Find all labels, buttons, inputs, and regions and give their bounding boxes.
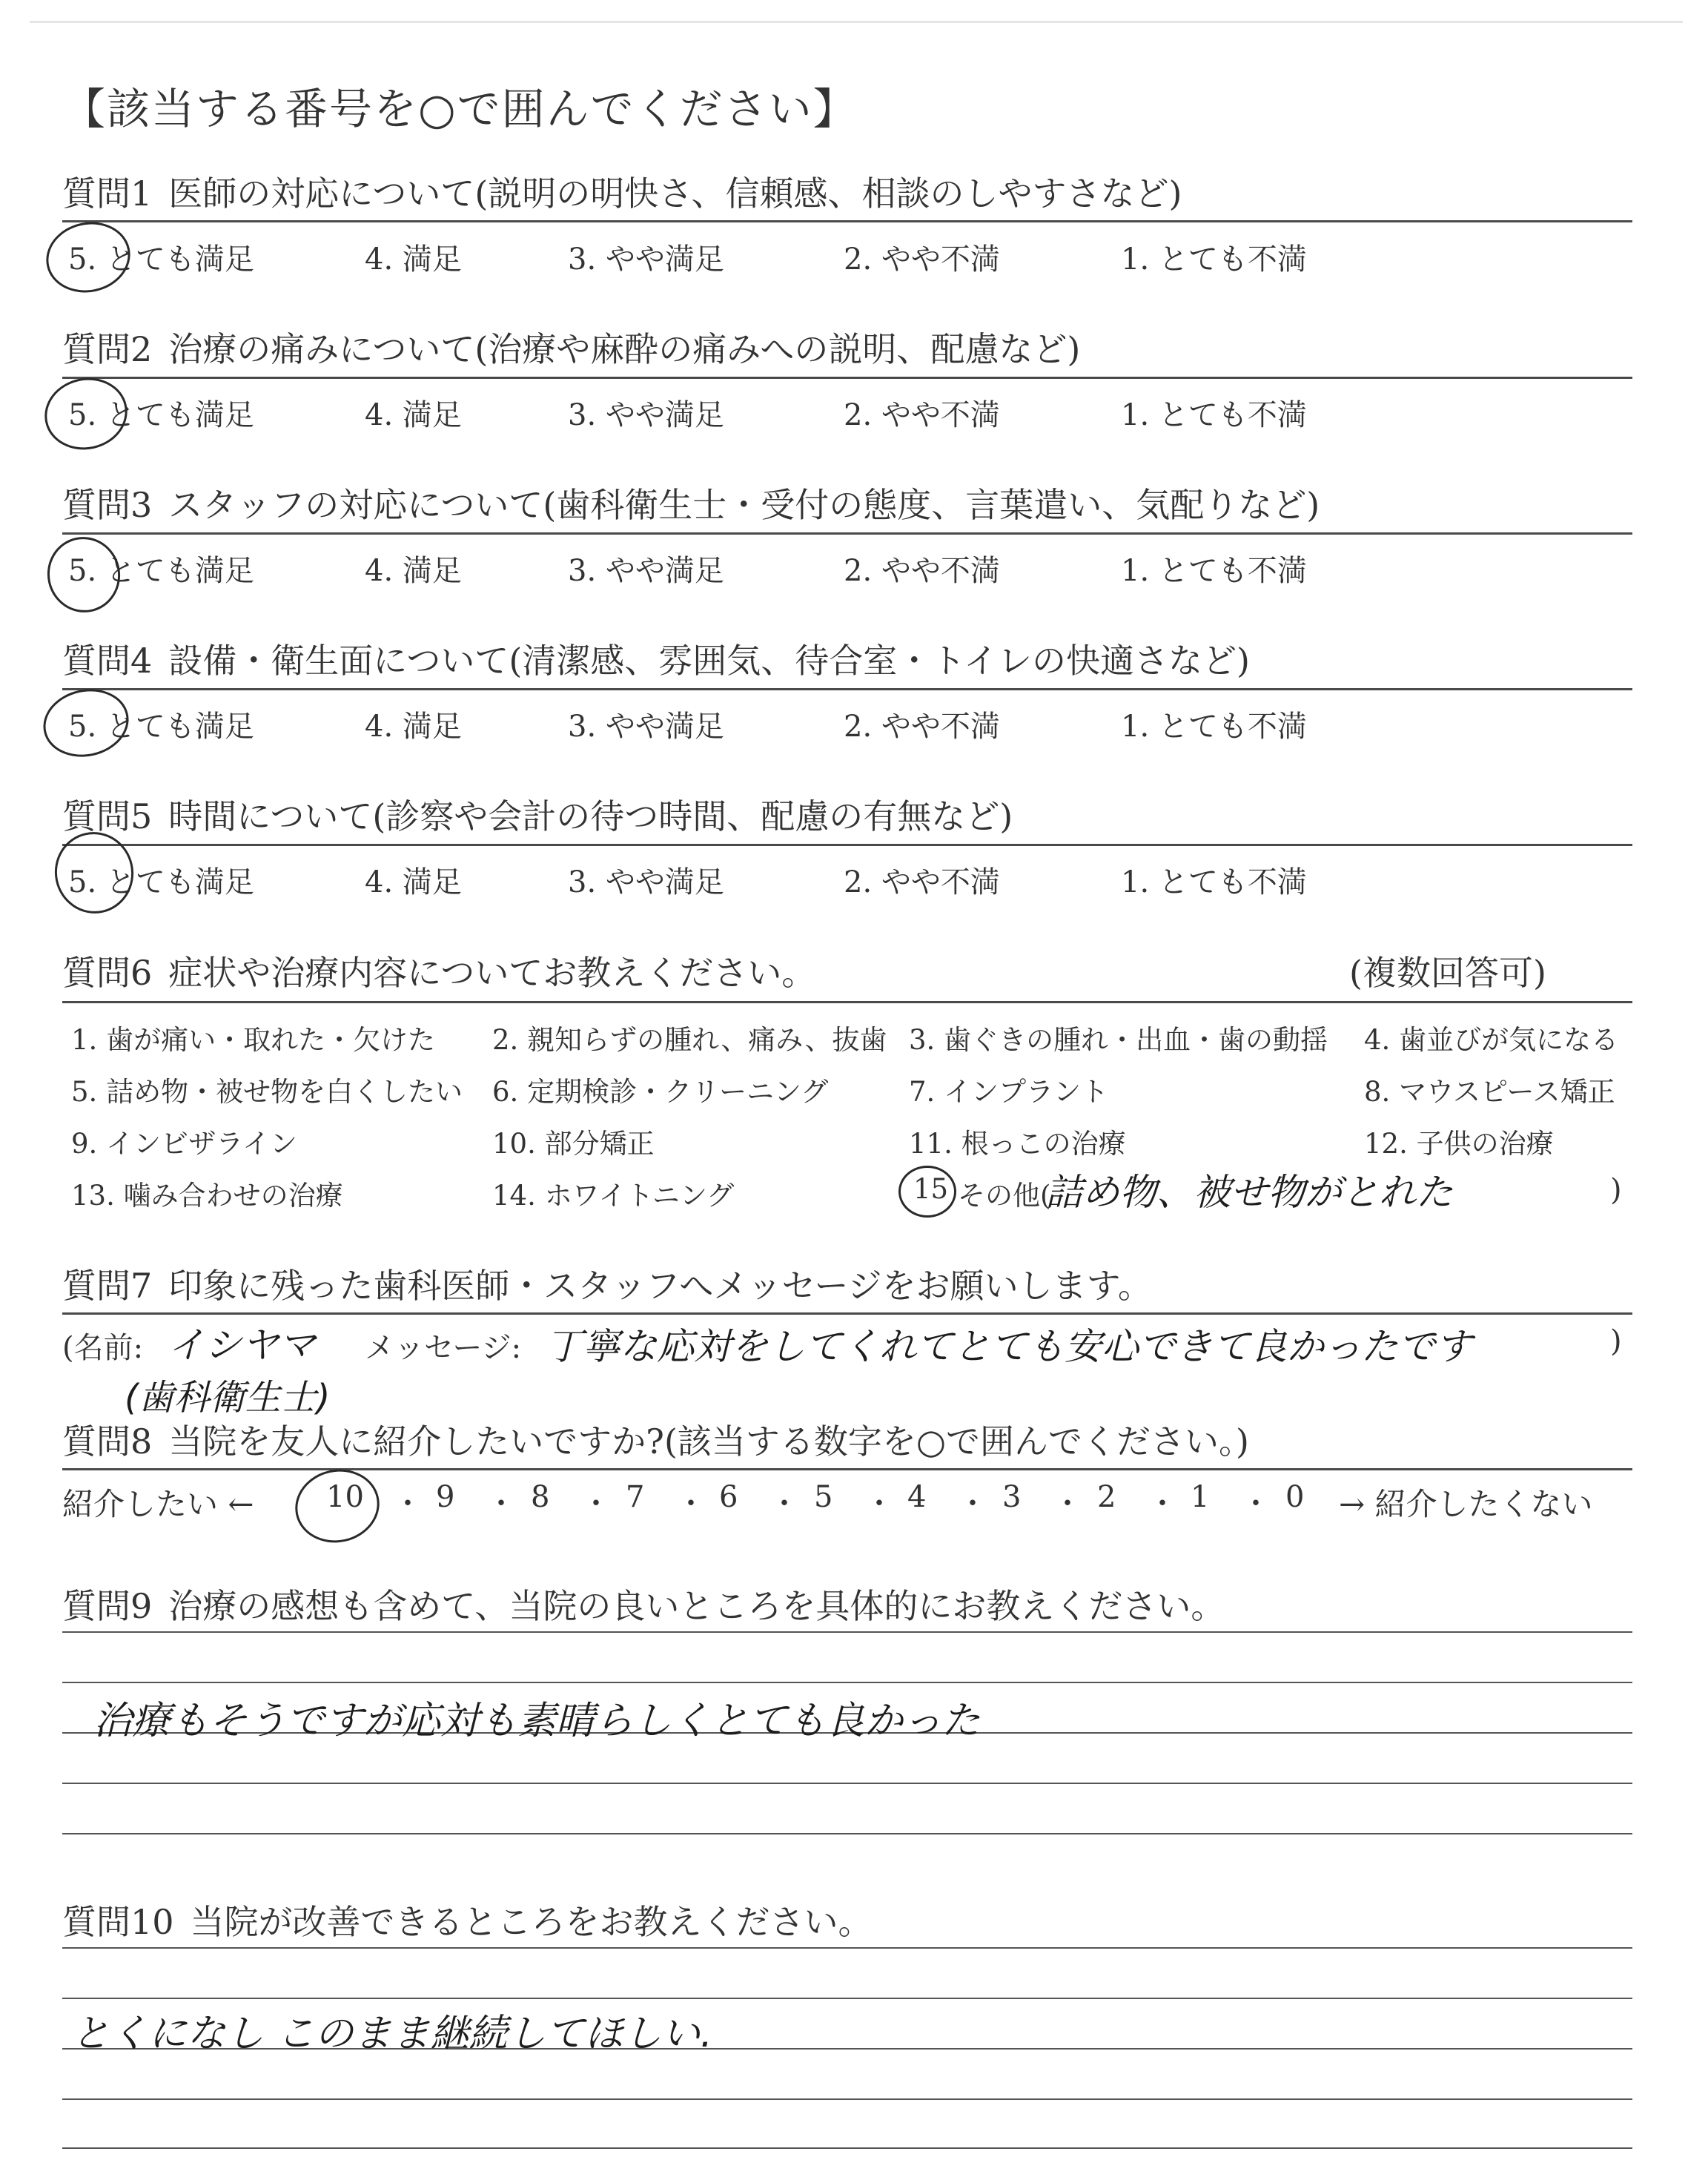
- scale-7[interactable]: 7: [626, 1480, 645, 1514]
- q3-option-3[interactable]: 3. やや満足: [568, 554, 724, 588]
- q9-answer-line-1: [62, 1631, 1632, 1633]
- staff-message-handwritten[interactable]: 丁寧な応対をしてくれてとても安心できて良かったです: [546, 1325, 1472, 1368]
- question-2: [62, 323, 1080, 371]
- symptom-option-14[interactable]: 14. ホワイトニング: [492, 1180, 735, 1212]
- q3-option-5[interactable]: 5. とても満足: [68, 554, 254, 588]
- question-10: [62, 1895, 873, 1944]
- q9-answer-line-4: [62, 1783, 1632, 1784]
- scale-3[interactable]: 3: [1002, 1480, 1022, 1514]
- scale-10[interactable]: 10: [326, 1480, 364, 1514]
- q10-answer-line-5: [62, 2147, 1632, 2149]
- question-9-text: 治療の感想も含めて、当院の良いところを具体的にお教えください。: [168, 1586, 1225, 1626]
- q3-option-2[interactable]: 2. やや不満: [844, 554, 1000, 588]
- q1-hand-circle-mark: [39, 214, 136, 300]
- q1-option-2[interactable]: 2. やや不満: [844, 242, 1000, 277]
- q9-answer-line-2: [62, 1682, 1632, 1683]
- q10-answer-line-4: [62, 2098, 1632, 2100]
- q8-hand-circle-mark: [288, 1462, 386, 1550]
- scale-1[interactable]: 1: [1191, 1480, 1210, 1514]
- q4-hand-circle-mark: [37, 681, 135, 764]
- question-5-text: 時間について(診察や会計の待つ時間、配慮の有無など): [168, 796, 1013, 836]
- question-1-number: 質問1: [62, 174, 153, 214]
- symptom-option-13[interactable]: 13. 噛み合わせの治療: [71, 1180, 343, 1212]
- recommend-right-label: → 紹介したくない: [1339, 1486, 1593, 1522]
- question-8-rule: [62, 1468, 1632, 1470]
- question-8-number: 質問8: [62, 1421, 153, 1462]
- q4-option-1[interactable]: 1. とても不満: [1121, 710, 1307, 744]
- question-7-number: 質問7: [62, 1266, 153, 1306]
- recommend-left-label: 紹介したい ←: [62, 1486, 254, 1522]
- scale-5[interactable]: 5: [814, 1480, 833, 1514]
- question-6: [62, 946, 815, 995]
- q5-option-3[interactable]: 3. やや満足: [568, 865, 724, 899]
- form-title: 【該当する番号を○で囲んでください】: [62, 84, 858, 134]
- q2-option-4[interactable]: 4. 満足: [365, 398, 462, 432]
- q1-option-3[interactable]: 3. やや満足: [568, 242, 724, 277]
- scale-separator: ・: [864, 1487, 894, 1521]
- scale-separator: ・: [581, 1487, 611, 1521]
- q9-answer-line-5: [62, 1833, 1632, 1834]
- question-4-rule: [62, 688, 1632, 690]
- symptom-other-handwritten-answer[interactable]: 詰め物、被せ物がとれた: [1045, 1171, 1453, 1214]
- scale-separator: ・: [769, 1487, 799, 1521]
- symptom-option-11[interactable]: 11. 根っこの治療: [909, 1128, 1126, 1160]
- q4-option-2[interactable]: 2. やや不満: [844, 710, 1000, 744]
- scale-6[interactable]: 6: [719, 1480, 738, 1514]
- question-9-number: 質問9: [62, 1586, 153, 1626]
- symptom-option-9[interactable]: 9. インビザライン: [71, 1128, 297, 1160]
- scale-2[interactable]: 2: [1097, 1480, 1116, 1514]
- q3-option-1[interactable]: 1. とても不満: [1121, 554, 1307, 588]
- question-9: [62, 1579, 1225, 1628]
- q4-option-5[interactable]: 5. とても満足: [68, 710, 254, 744]
- q5-option-1[interactable]: 1. とても不満: [1121, 865, 1307, 899]
- question-6-rule: [62, 1001, 1632, 1003]
- scale-separator: ・: [676, 1487, 706, 1521]
- q5-option-2[interactable]: 2. やや不満: [844, 865, 1000, 899]
- q2-option-5[interactable]: 5. とても満足: [68, 398, 254, 432]
- question-3-number: 質問3: [62, 485, 153, 525]
- question-7-text: 印象に残った歯科医師・スタッフへメッセージをお願いします。: [168, 1266, 1152, 1306]
- scale-separator: ・: [958, 1487, 987, 1521]
- q5-hand-circle-mark: [47, 825, 142, 921]
- symptom-other-close-paren: ): [1610, 1173, 1622, 1207]
- q6-hand-circle-mark: [898, 1166, 956, 1218]
- question-4: [62, 634, 1250, 683]
- symptom-option-1[interactable]: 1. 歯が痛い・取れた・欠けた: [71, 1024, 436, 1056]
- symptom-option-12[interactable]: 12. 子供の治療: [1364, 1128, 1554, 1160]
- q10-answer-line-1: [62, 1947, 1632, 1949]
- q4-option-4[interactable]: 4. 満足: [365, 710, 462, 744]
- scale-separator: ・: [1241, 1487, 1271, 1521]
- scale-separator: ・: [393, 1487, 423, 1521]
- q9-handwritten-answer[interactable]: 治療もそうですが応対も素晴らしくとても良かった: [93, 1699, 981, 1743]
- question-3-rule: [62, 532, 1632, 535]
- question-1-text: 医師の対応について(説明の明快さ、信頼感、相談のしやすさなど): [168, 174, 1182, 214]
- scale-separator: ・: [1148, 1487, 1177, 1521]
- q3-hand-circle-mark: [40, 530, 127, 619]
- q5-option-4[interactable]: 4. 満足: [365, 865, 462, 899]
- question-2-rule: [62, 377, 1632, 379]
- question-6-number: 質問6: [62, 953, 153, 993]
- question-4-text: 設備・衛生面について(清潔感、雰囲気、待合室・トイレの快適さなど): [168, 641, 1250, 681]
- q10-handwritten-answer[interactable]: とくになし このまま継続してほしい.: [71, 2012, 713, 2056]
- question-3-text: スタッフの対応について(歯科衛生士・受付の態度、言葉遣い、気配りなど): [168, 485, 1320, 525]
- message-close-paren: ): [1610, 1324, 1622, 1358]
- scale-separator: ・: [486, 1487, 516, 1521]
- q2-option-1[interactable]: 1. とても不満: [1121, 398, 1307, 432]
- q1-option-1[interactable]: 1. とても不満: [1121, 242, 1307, 277]
- question-10-number: 質問10: [62, 1902, 174, 1942]
- question-4-number: 質問4: [62, 641, 153, 681]
- q3-option-4[interactable]: 4. 満足: [365, 554, 462, 588]
- symptom-option-4[interactable]: 4. 歯並びが気になる: [1364, 1024, 1619, 1056]
- q10-answer-line-2: [62, 1998, 1632, 1999]
- symptom-option-15-number[interactable]: 15: [913, 1173, 949, 1205]
- symptom-option-7[interactable]: 7. インプラント: [909, 1076, 1109, 1108]
- staff-role-handwritten[interactable]: (歯科衛生士): [125, 1377, 331, 1418]
- scale-9[interactable]: 9: [436, 1480, 455, 1514]
- question-8: [62, 1415, 1249, 1464]
- symptom-option-15-label: その他(: [958, 1180, 1051, 1212]
- question-2-number: 質問2: [62, 329, 153, 369]
- scale-4[interactable]: 4: [907, 1480, 927, 1514]
- question-1: [62, 167, 1182, 216]
- message-label: メッセージ:: [365, 1331, 522, 1365]
- question-5: [62, 790, 1013, 839]
- symptom-option-10[interactable]: 10. 部分矯正: [492, 1128, 655, 1160]
- q5-option-5[interactable]: 5. とても満足: [68, 865, 254, 899]
- symptom-option-8[interactable]: 8. マウスピース矯正: [1364, 1076, 1615, 1108]
- q2-hand-circle-mark: [38, 370, 134, 457]
- scale-8[interactable]: 8: [531, 1480, 550, 1514]
- q1-option-4[interactable]: 4. 満足: [365, 242, 462, 277]
- q1-option-5[interactable]: 5. とても満足: [68, 242, 254, 277]
- scale-0[interactable]: 0: [1285, 1480, 1305, 1514]
- multiple-answers-note: (複数回答可): [1349, 953, 1546, 993]
- q4-option-3[interactable]: 3. やや満足: [568, 710, 724, 744]
- page-top-edge: [30, 21, 1683, 23]
- question-2-text: 治療の痛みについて(治療や麻酔の痛みへの説明、配慮など): [168, 329, 1081, 369]
- question-3: [62, 478, 1320, 527]
- question-7-rule: [62, 1312, 1632, 1315]
- question-6-text: 症状や治療内容についてお教えください。: [168, 953, 816, 993]
- question-10-text: 当院が改善できるところをお教えください。: [190, 1902, 873, 1942]
- question-5-number: 質問5: [62, 796, 153, 836]
- question-8-text: 当院を友人に紹介したいですか?(該当する数字を○で囲んでください。): [168, 1421, 1249, 1462]
- symptom-option-6[interactable]: 6. 定期検診・クリーニング: [492, 1076, 829, 1108]
- symptom-option-3[interactable]: 3. 歯ぐきの腫れ・出血・歯の動揺: [909, 1024, 1328, 1056]
- name-label: (名前:: [62, 1331, 144, 1365]
- scale-separator: ・: [1053, 1487, 1082, 1521]
- symptom-option-5[interactable]: 5. 詰め物・被せ物を白くしたい: [71, 1076, 463, 1108]
- q2-option-3[interactable]: 3. やや満足: [568, 398, 724, 432]
- question-1-rule: [62, 220, 1632, 222]
- question-7: [62, 1259, 1152, 1308]
- q2-option-2[interactable]: 2. やや不満: [844, 398, 1000, 432]
- symptom-option-2[interactable]: 2. 親知らずの腫れ、痛み、抜歯: [492, 1024, 887, 1056]
- question-5-rule: [62, 844, 1632, 846]
- staff-name-handwritten[interactable]: イシヤマ: [168, 1324, 316, 1367]
